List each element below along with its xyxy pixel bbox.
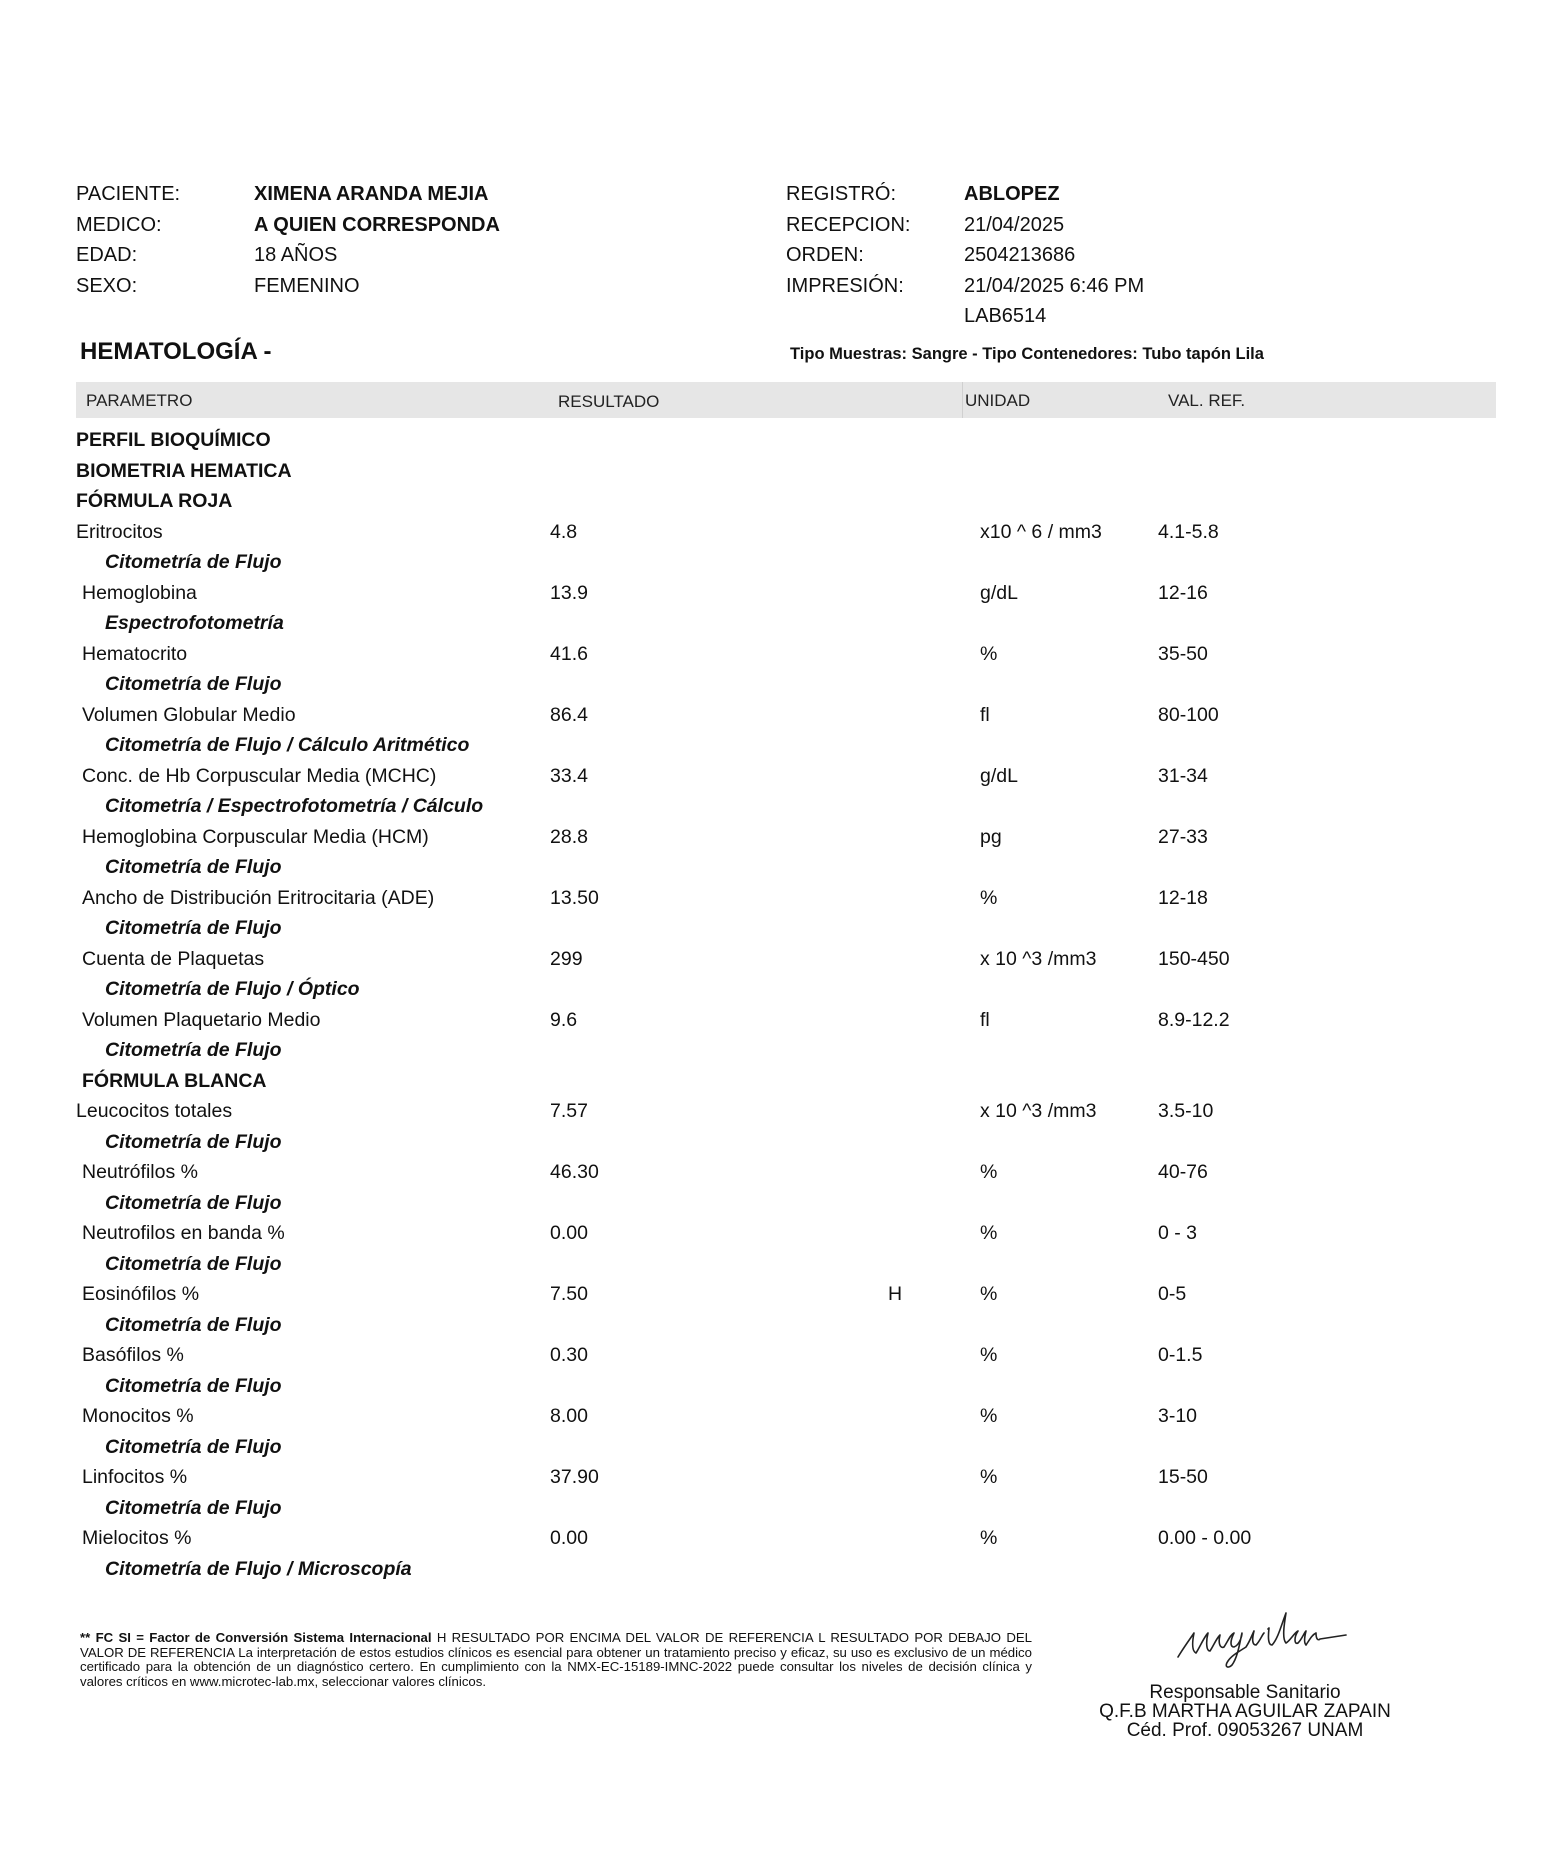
table-row (0, 1340, 1545, 1371)
method-row (0, 1493, 1545, 1524)
parameter-name: Hemoglobina Corpuscular Media (HCM) (82, 825, 429, 848)
info-row-registro (786, 179, 1144, 210)
registered-by: ABLOPEZ (964, 183, 1060, 206)
info-label: SEXO: (76, 274, 138, 297)
parameter-name: Mielocitos % (82, 1527, 192, 1549)
method-label: Citometría de Flujo (105, 1374, 282, 1397)
unit-value: % (980, 1527, 998, 1549)
results-table-body (0, 425, 1545, 1584)
parameter-name: Volumen Globular Medio (82, 703, 296, 726)
sample-info: Tipo Muestras: Sangre - Tipo Contenedores: Tubo tapón Lila (790, 345, 1264, 363)
unit-value: % (980, 1405, 998, 1427)
result-value: 28.8 (550, 825, 588, 848)
info-label: REGISTRÓ: (786, 183, 897, 206)
section-heading-row (0, 1066, 1545, 1097)
doctor-name: A QUIEN CORRESPONDA (254, 213, 500, 236)
info-label: PACIENTE: (76, 183, 181, 206)
method-row (0, 1127, 1545, 1158)
unit-value: % (980, 1466, 998, 1488)
unit-value: x 10 ^3 /mm3 (980, 947, 1097, 970)
col-header-resultado: RESULTADO (558, 392, 660, 411)
reference-range: 0.00 - 0.00 (1158, 1527, 1252, 1549)
method-row (0, 1249, 1545, 1280)
result-value: 0.30 (550, 1344, 588, 1366)
method-label: Citometría de Flujo (105, 1191, 282, 1214)
table-row (0, 761, 1545, 792)
header-divider (962, 382, 963, 418)
method-label: Citometría / Espectrofotometría / Cálculo (105, 795, 484, 817)
reference-range: 3.5-10 (1158, 1100, 1214, 1122)
table-row (0, 822, 1545, 853)
method-row (0, 730, 1545, 761)
info-row-orden (786, 240, 1144, 271)
col-header-unidad: UNIDAD (965, 391, 1031, 410)
table-row (0, 1279, 1545, 1310)
method-label: Citometría de Flujo (105, 1130, 282, 1153)
method-label: Citometría de Flujo (105, 917, 282, 939)
parameter-name: Cuenta de Plaquetas (82, 947, 265, 970)
section-heading: FÓRMULA ROJA (76, 490, 233, 512)
method-label: Citometría de Flujo (105, 1435, 282, 1458)
footnote-text: H RESULTADO POR ENCIMA DEL VALOR DE REFERENCIA L RESULTADO POR DEBAJO DEL VALOR DE REFERENCIA La interpretación de estos estudios clínicos es esencial para obtener un tratamiento preciso y eficaz, su uso es exclusivo de un médico certificado para la obtención de un diagnóstico certero. En cumplimiento con la NMX-EC-15189-IMNC-2022 puede consultar los niveles de decisión clínica y valores críticos en www.microtec-lab.mx, seleccionar valores clínicos. (80, 1630, 1032, 1689)
info-row-impresion (786, 271, 1144, 302)
parameter-name: Eosinófilos % (82, 1283, 200, 1305)
section-heading-row (0, 486, 1545, 517)
method-label: Citometría de Flujo (105, 551, 282, 573)
section-heading: PERFIL BIOQUÍMICO (76, 429, 271, 451)
patient-age: 18 AÑOS (254, 244, 338, 267)
result-value: 13.50 (550, 886, 599, 909)
signer-role: Responsable Sanitario (1149, 1682, 1341, 1703)
signature-block (1080, 1683, 1410, 1740)
info-row-paciente (76, 179, 500, 210)
method-label: Citometría de Flujo / Microscopía (105, 1557, 412, 1580)
section-heading-row (0, 456, 1545, 487)
table-row (0, 1401, 1545, 1432)
result-value: 7.57 (550, 1100, 588, 1122)
method-label: Citometría de Flujo / Cálculo Aritmético (105, 734, 470, 756)
reference-range: 12-18 (1158, 886, 1208, 909)
section-heading: BIOMETRIA HEMATICA (76, 459, 292, 482)
result-value: 41.6 (550, 642, 588, 665)
reference-range: 3-10 (1158, 1405, 1198, 1427)
unit-value: % (980, 1344, 998, 1366)
info-row-medico (76, 210, 500, 241)
method-row (0, 791, 1545, 822)
method-label: Citometría de Flujo (105, 673, 282, 695)
col-header-val-ref: VAL. REF. (1168, 391, 1246, 410)
reference-range: 8.9-12.2 (1158, 1008, 1230, 1031)
table-row (0, 1157, 1545, 1188)
info-label: MEDICO: (76, 213, 162, 236)
table-row (0, 1462, 1545, 1493)
patient-info-right (786, 179, 1144, 332)
result-value: 7.50 (550, 1283, 588, 1305)
method-row (0, 1188, 1545, 1219)
unit-value: fl (980, 1008, 990, 1031)
reference-range: 0 - 3 (1158, 1222, 1198, 1244)
result-value: 13.9 (550, 581, 588, 604)
method-row (0, 547, 1545, 578)
result-flag: H (888, 1283, 903, 1305)
table-row (0, 1005, 1545, 1036)
unit-value: x10 ^ 6 / mm3 (980, 520, 1102, 543)
table-row (0, 1096, 1545, 1127)
info-row-edad (76, 240, 500, 271)
patient-name: XIMENA ARANDA MEJIA (254, 183, 489, 206)
parameter-name: Hemoglobina (82, 581, 197, 604)
result-value: 9.6 (550, 1008, 578, 1031)
info-row-sexo (76, 271, 500, 302)
section-heading: FÓRMULA BLANCA (82, 1069, 267, 1092)
method-row (0, 669, 1545, 700)
info-label: ORDEN: (786, 244, 864, 267)
unit-value: % (980, 642, 998, 665)
section-title: HEMATOLOGÍA - (80, 338, 272, 365)
parameter-name: Hematocrito (82, 642, 188, 665)
reference-range: 40-76 (1158, 1161, 1208, 1183)
result-value: 299 (550, 947, 583, 970)
method-label: Citometría de Flujo (105, 1039, 282, 1061)
method-row (0, 974, 1545, 1005)
info-row-recepcion (786, 210, 1144, 241)
table-row (0, 944, 1545, 975)
table-row (0, 517, 1545, 548)
reference-range: 0-5 (1158, 1283, 1187, 1305)
info-label: EDAD: (76, 244, 138, 267)
reception-date: 21/04/2025 (964, 213, 1065, 236)
method-row (0, 1432, 1545, 1463)
print-datetime: 21/04/2025 6:46 PM (964, 274, 1145, 297)
unit-value: % (980, 1222, 998, 1244)
info-label: IMPRESIÓN: (786, 274, 904, 297)
table-row (0, 700, 1545, 731)
unit-value: g/dL (980, 581, 1018, 604)
method-row (0, 1310, 1545, 1341)
result-value: 37.90 (550, 1466, 599, 1488)
unit-value: fl (980, 703, 990, 726)
reference-range: 12-16 (1158, 581, 1208, 604)
method-row (0, 1035, 1545, 1066)
parameter-name: Eritrocitos (76, 520, 163, 543)
signature-image (1170, 1595, 1350, 1675)
result-value: 0.00 (550, 1222, 588, 1244)
parameter-name: Monocitos % (82, 1405, 194, 1427)
table-row (0, 578, 1545, 609)
patient-sex: FEMENINO (254, 274, 360, 297)
result-value: 33.4 (550, 764, 588, 787)
patient-info-left (76, 179, 500, 301)
method-row (0, 1554, 1545, 1585)
table-row (0, 883, 1545, 914)
method-row (0, 852, 1545, 883)
table-row (0, 639, 1545, 670)
unit-value: x 10 ^3 /mm3 (980, 1100, 1097, 1122)
info-label: RECEPCION: (786, 213, 911, 236)
reference-range: 35-50 (1158, 642, 1208, 665)
section-heading-row (0, 425, 1545, 456)
parameter-name: Neutrófilos % (82, 1161, 198, 1183)
method-label: Espectrofotometría (105, 612, 284, 634)
table-row (0, 1218, 1545, 1249)
method-row (0, 913, 1545, 944)
col-header-parametro: PARAMETRO (86, 391, 193, 410)
result-value: 8.00 (550, 1405, 588, 1427)
reference-range: 15-50 (1158, 1466, 1208, 1488)
table-row (0, 1523, 1545, 1554)
method-row (0, 1371, 1545, 1402)
signer-name: Q.F.B MARTHA AGUILAR ZAPAIN (1099, 1701, 1391, 1722)
unit-value: % (980, 886, 998, 909)
method-label: Citometría de Flujo (105, 1313, 282, 1336)
parameter-name: Neutrofilos en banda % (82, 1222, 285, 1244)
footnote (80, 1631, 1032, 1689)
parameter-name: Conc. de Hb Corpuscular Media (MCHC) (82, 764, 437, 787)
reference-range: 4.1-5.8 (1158, 520, 1219, 543)
unit-value: pg (980, 825, 1002, 848)
reference-range: 150-450 (1158, 947, 1230, 970)
signer-license: Céd. Prof. 09053267 UNAM (1126, 1720, 1364, 1741)
reference-range: 80-100 (1158, 703, 1219, 726)
unit-value: % (980, 1283, 998, 1305)
method-label: Citometría de Flujo (105, 1252, 282, 1275)
unit-value: g/dL (980, 764, 1018, 787)
result-value: 0.00 (550, 1527, 588, 1549)
parameter-name: Volumen Plaquetario Medio (82, 1008, 321, 1031)
reference-range: 0-1.5 (1158, 1344, 1203, 1366)
unit-value: % (980, 1161, 998, 1183)
method-label: Citometría de Flujo / Óptico (105, 978, 360, 1000)
method-row (0, 608, 1545, 639)
info-row-lab (786, 301, 1144, 332)
reference-range: 31-34 (1158, 764, 1208, 787)
reference-range: 27-33 (1158, 825, 1208, 848)
result-value: 4.8 (550, 520, 578, 543)
parameter-name: Linfocitos % (82, 1466, 188, 1488)
result-value: 86.4 (550, 703, 588, 726)
footnote-bold: ** FC SI = Factor de Conversión Sistema Internacional (80, 1630, 432, 1645)
method-label: Citometría de Flujo (105, 1496, 282, 1519)
lab-code: LAB6514 (964, 305, 1047, 328)
method-label: Citometría de Flujo (105, 856, 282, 878)
handwritten-signature (1170, 1595, 1350, 1680)
parameter-name: Ancho de Distribución Eritrocitaria (ADE) (82, 886, 435, 909)
result-value: 46.30 (550, 1161, 599, 1183)
parameter-name: Basófilos % (82, 1344, 184, 1366)
parameter-name: Leucocitos totales (76, 1100, 233, 1122)
order-number: 2504213686 (964, 244, 1076, 267)
table-header (76, 382, 1496, 418)
